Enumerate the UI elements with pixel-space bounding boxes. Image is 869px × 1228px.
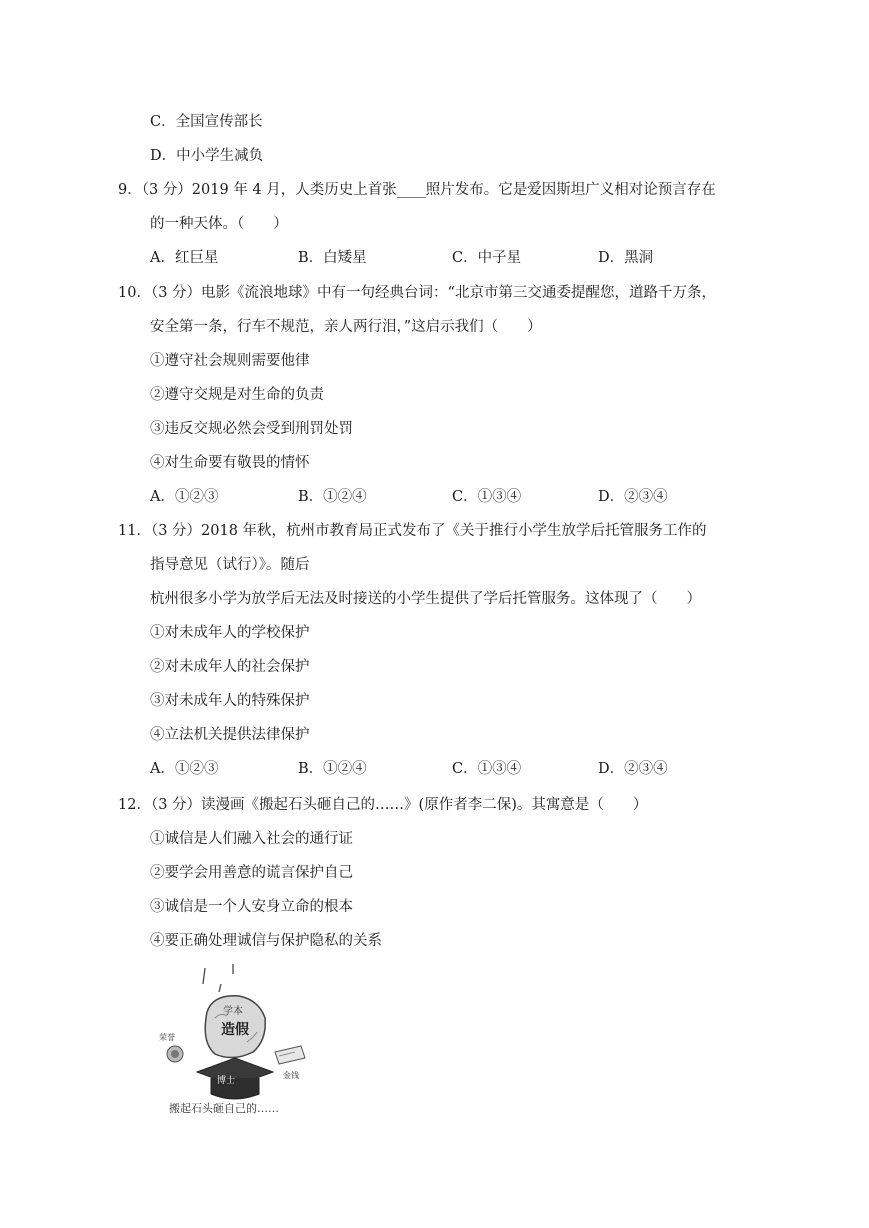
q10-item-4: ④对生命要有敬畏的情怀: [150, 455, 310, 471]
cartoon-caption: 搬起石头砸自己的……: [169, 1102, 279, 1115]
q12-item-4: ④要正确处理诚信与保护隐私的关系: [150, 933, 382, 949]
q11-item-4: ④立法机关提供法律保护: [150, 727, 310, 743]
stone-text-main: 造假: [221, 1022, 249, 1038]
q9-option-d[interactable]: D．黑洞: [598, 250, 654, 266]
q10-item-3: ③违反交规必然会受到刑罚处罚: [150, 421, 353, 437]
q10-option-b[interactable]: B．①②④: [298, 489, 367, 505]
q9-option-b[interactable]: B．白矮星: [298, 250, 367, 266]
motion-lines: [203, 964, 233, 992]
flower: [159, 1032, 183, 1062]
q10-item-1: ①遵守社会规则需要他律: [150, 353, 310, 369]
question-10-stem-1: 10．（3 分）电影《流浪地球》中有一句经典台词：“北京市第三交通委提醒您，道路千万条，: [118, 285, 716, 301]
money-label: 金钱: [283, 1071, 299, 1080]
q11-option-c[interactable]: C．①③④: [452, 761, 522, 777]
question-11-stem-2: 指导意见（试行）》。随后: [150, 557, 310, 573]
question-11-stem-1: 11．（3 分）2018 年秋，杭州市教育局正式发布了《关于推行小学生放学后托管服务工作的: [118, 523, 707, 539]
q9-option-a[interactable]: A．红巨星: [150, 250, 219, 266]
question-9-stem-1: 9．（3 分）2019 年 4 月，人类历史上首张____照片发布。它是爱因斯坦广义相对论预言存在: [118, 182, 716, 198]
money: [275, 1046, 305, 1080]
question-12-stem: 12．（3 分）读漫画《搬起石头砸自己的……》(原作者李二保)。其寓意是（ ）: [118, 797, 648, 813]
doctor-hat: [197, 1058, 273, 1099]
question-10-stem-2: 安全第一条，行车不规范，亲人两行泪，”这启示我们（ ）: [150, 319, 542, 335]
q11-item-1: ①对未成年人的学校保护: [150, 625, 310, 641]
q10-option-d[interactable]: D．②③④: [598, 489, 668, 505]
flower-label: 荣誉: [159, 1033, 175, 1042]
q12-item-3: ③诚信是一个人安身立命的根本: [150, 899, 353, 915]
q11-option-d[interactable]: D．②③④: [598, 761, 668, 777]
q11-item-3: ③对未成年人的特殊保护: [150, 693, 310, 709]
line-d-option-q8: D．中小学生减负: [150, 148, 264, 164]
line-c-option-q8: C．全国宣传部长: [150, 114, 263, 130]
q12-item-1: ①诚信是人们融入社会的通行证: [150, 831, 353, 847]
stone-text-top: 学本: [223, 1006, 243, 1017]
cartoon-illustration: [155, 962, 325, 1122]
q12-item-2: ②要学会用善意的谎言保护自己: [150, 865, 353, 881]
q9-option-c[interactable]: C．中子星: [452, 250, 522, 266]
q10-option-c[interactable]: C．①③④: [452, 489, 522, 505]
stone: [205, 996, 265, 1058]
q11-item-2: ②对未成年人的社会保护: [150, 659, 310, 675]
q11-option-a[interactable]: A．①②③: [150, 761, 219, 777]
question-11-stem-3: 杭州很多小学为放学后无法及时接送的小学生提供了学后托管服务。这体现了（ ）: [150, 591, 701, 607]
q10-option-a[interactable]: A．①②③: [150, 489, 219, 505]
hat-label: 博士: [217, 1076, 236, 1086]
q11-option-b[interactable]: B．①②④: [298, 761, 367, 777]
question-9-stem-2: 的一种天体。（ ）: [150, 216, 288, 232]
q10-item-2: ②遵守交规是对生命的负责: [150, 387, 324, 403]
